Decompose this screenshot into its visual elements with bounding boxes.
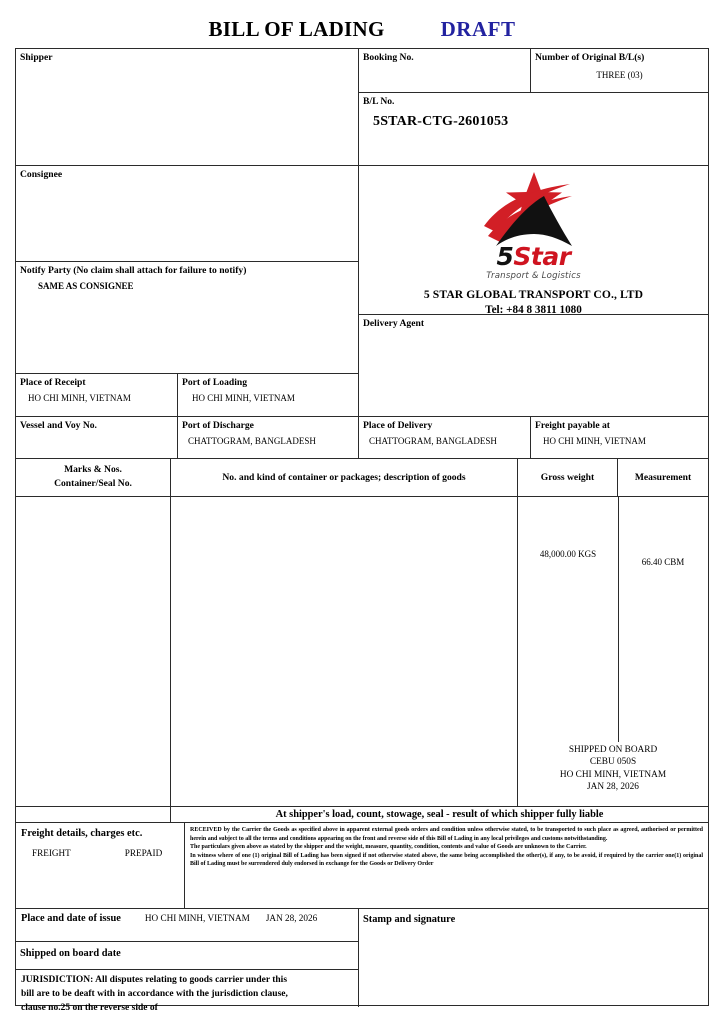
document-frame — [15, 48, 709, 1013]
place-of-delivery-value: CHATTOGRAM, BANGLADESH — [369, 436, 497, 447]
jurisdiction-text — [16, 970, 358, 1015]
place-of-delivery-label: Place of Delivery — [363, 420, 433, 431]
jurisdiction-line-3: clause no.25 on the reverse side of — [21, 1002, 158, 1013]
logo-wordmark-five: 5 — [496, 242, 514, 271]
draft-watermark-label: DRAFT — [440, 16, 516, 41]
shipped-on-board-stamp — [518, 744, 708, 794]
jurisdiction-line-2: bill are to be deaft with in accordance with the jurisdiction clause, — [21, 988, 288, 999]
jurisdiction-box — [16, 970, 359, 1013]
marks-numbers-header-line2: Container/Seal No. — [54, 478, 132, 490]
notify-party-box — [16, 262, 359, 374]
document-title-bar — [0, 14, 724, 44]
goods-description-header: No. and kind of container or packages; description of goods — [171, 459, 518, 497]
shippers-load-note: At shipper's load, count, stowage, seal - result of which shipper fully liable — [171, 807, 708, 823]
logo-tagline: Transport & Logistics — [486, 271, 581, 281]
shipper-box — [16, 49, 359, 166]
shipped-on-board-date-box — [16, 942, 359, 970]
terms-paragraph-1: RECEIVED by the Carrier the Goods as specified above in apparent external goods orders and condition unless otherwise stated, to be transported to such place as agreed, authorised or permitted herein and subject to all the terms and conditions appearing on the front and reverse side of this Bill of Lading in any local privileges and customs notwithstanding. — [190, 827, 703, 842]
port-of-discharge-label: Port of Discharge — [182, 420, 254, 431]
freight-term-prepaid: PREPAID — [124, 848, 163, 858]
five-star-logo-icon — [478, 172, 590, 246]
place-of-delivery-box — [359, 417, 531, 459]
terms-and-conditions-box — [185, 823, 708, 909]
freight-details-box — [16, 823, 185, 909]
page-title: BILL OF LADING — [208, 16, 385, 41]
freight-term-freight: FREIGHT — [32, 848, 71, 858]
booking-no-box — [359, 49, 531, 93]
notify-party-label: Notify Party (No claim shall attach for failure to notify) — [20, 265, 247, 276]
freight-terms-row — [16, 839, 184, 858]
shipper-value — [16, 63, 358, 68]
consignee-box — [16, 166, 359, 262]
freight-payable-at-value: HO CHI MINH, VIETNAM — [543, 436, 646, 447]
freight-details-label: Freight details, charges etc. — [21, 828, 143, 839]
marks-numbers-header-line1: Marks & Nos. — [64, 464, 122, 475]
stamp-signature-label: Stamp and signature — [363, 914, 456, 925]
place-date-of-issue-label: Place and date of issue — [21, 913, 121, 924]
gross-weight-header: Gross weight — [518, 459, 618, 497]
weight-measurement-region — [518, 497, 708, 807]
booking-no-value — [359, 63, 530, 68]
shipped-on-board-line1: SHIPPED ON BOARD — [568, 744, 658, 755]
shipped-on-board-line3: HO CHI MINH, VIETNAM — [559, 769, 667, 780]
carrier-telephone: Tel: +84 8 3811 1080 — [485, 304, 582, 316]
shipped-on-board-date-value — [16, 960, 358, 965]
shipped-on-board-line2: CEBU 050S — [589, 757, 637, 768]
freight-payable-at-label: Freight payable at — [535, 420, 610, 431]
carrier-branding — [359, 166, 708, 314]
shipped-on-board-date-label: Shipped on board date — [20, 948, 121, 959]
measurement-header: Measurement — [618, 459, 708, 497]
vessel-voyage-box — [16, 417, 178, 459]
gross-weight-value: 48,000.00 KGS — [539, 549, 597, 559]
vessel-voyage-label: Vessel and Voy No. — [20, 420, 97, 431]
place-date-of-issue-box — [16, 909, 359, 942]
freight-payable-at-box — [531, 417, 708, 459]
vessel-voyage-value — [16, 431, 177, 436]
booking-no-label: Booking No. — [363, 52, 414, 63]
port-of-discharge-box — [178, 417, 359, 459]
shipper-label: Shipper — [20, 52, 53, 63]
marks-numbers-cell — [16, 497, 171, 807]
place-of-receipt-box — [16, 374, 178, 417]
number-of-originals-box — [531, 49, 708, 93]
marks-numbers-header — [16, 459, 171, 497]
logo-wordmark-star: Star — [513, 242, 571, 271]
delivery-agent-value — [359, 329, 708, 334]
place-of-issue-value: HO CHI MINH, VIETNAM — [144, 913, 250, 923]
place-of-receipt-label: Place of Receipt — [20, 377, 86, 388]
shippers-load-note-spacer — [16, 807, 171, 823]
shipped-on-board-line4: JAN 28, 2026 — [587, 782, 639, 793]
consignee-value — [16, 180, 358, 185]
bl-no-value: 5STAR-CTG-2601053 — [373, 114, 509, 130]
port-of-loading-label: Port of Loading — [182, 377, 248, 388]
notify-party-value: SAME AS CONSIGNEE — [38, 281, 134, 292]
terms-paragraph-2: The particulars given above as stated by the shipper and the weight, measure, quantity, condition, contents and value of Goods are unknown to the Carrier. — [190, 844, 587, 851]
consignee-label: Consignee — [20, 169, 63, 180]
number-of-originals-label: Number of Original B/L(s) — [535, 52, 645, 63]
terms-text — [185, 823, 708, 869]
port-of-loading-box — [178, 374, 359, 417]
goods-description-cell — [171, 497, 518, 807]
carrier-logo-box — [359, 166, 708, 315]
logo-wordmark — [496, 244, 570, 269]
stamp-signature-box — [359, 909, 708, 1007]
bl-no-label: B/L No. — [363, 96, 395, 107]
delivery-agent-label: Delivery Agent — [363, 318, 425, 329]
measurement-value: 66.40 CBM — [641, 557, 685, 567]
port-of-discharge-value: CHATTOGRAM, BANGLADESH — [188, 436, 316, 447]
port-of-loading-value: HO CHI MINH, VIETNAM — [192, 393, 295, 404]
bl-no-box — [359, 93, 708, 166]
jurisdiction-line-1: JURISDICTION: All disputes relating to goods carrier under this — [21, 975, 288, 985]
marks-numbers-value — [16, 497, 170, 502]
place-of-receipt-value: HO CHI MINH, VIETNAM — [28, 393, 131, 404]
goods-description-value — [171, 497, 517, 502]
place-date-of-issue-row — [16, 909, 358, 924]
carrier-company-name: 5 STAR GLOBAL TRANSPORT CO., LTD — [423, 288, 644, 301]
terms-paragraph-3: In witness where of one (1) original Bill of Lading has been signed if not otherwise stated above, the same being accomplished the other(s), if any, to be avoid, if required by the carrier one(1) original Bill of Lading must be surrendered duly endorsed in exchange for the Goods or Delivery Order — [190, 852, 703, 868]
number-of-originals-value: THREE (03) — [596, 70, 643, 81]
date-of-issue-value: JAN 28, 2026 — [265, 913, 318, 923]
delivery-agent-box — [359, 315, 708, 417]
